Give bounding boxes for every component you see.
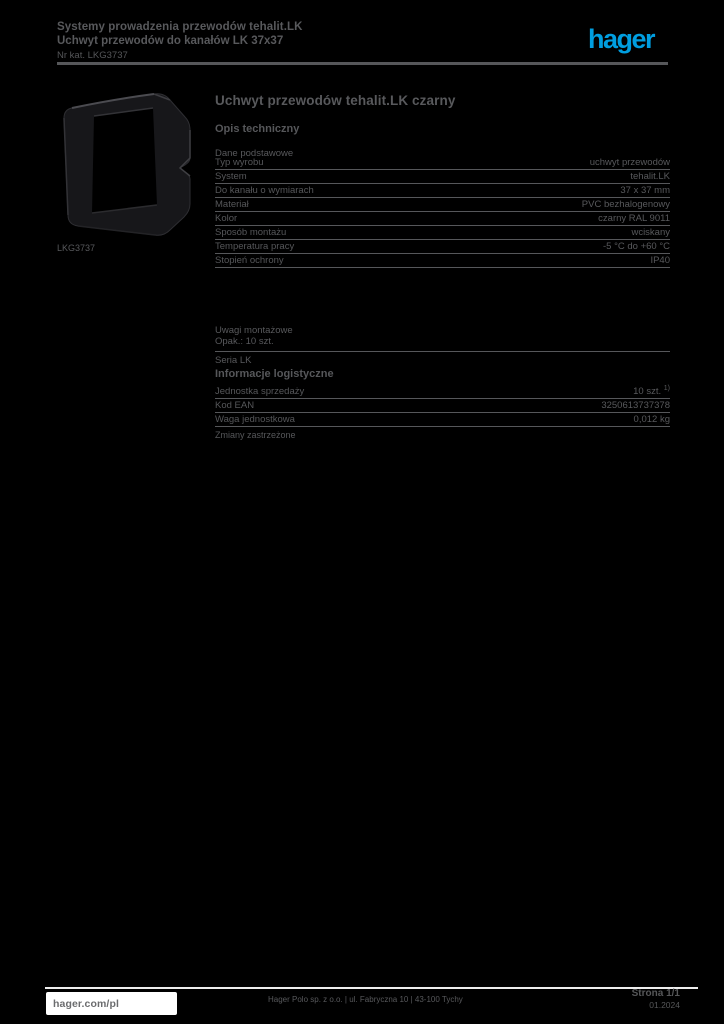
- spec-value: IP40: [650, 255, 670, 266]
- header-category-line2: Uchwyt przewodów do kanałów LK 37x37: [57, 35, 284, 47]
- spec-value: uchwyt przewodów: [589, 157, 670, 168]
- note-line-3: Seria LK: [215, 351, 670, 366]
- spec-value: tehalit.LK: [630, 171, 670, 182]
- logistics-label: Kod EAN: [215, 400, 255, 411]
- logistics-label: Waga jednostkowa: [215, 414, 295, 425]
- spec-row: [215, 226, 670, 240]
- section-heading-logistics: Informacje logistyczne: [215, 368, 334, 380]
- hager-logo[interactable]: hager: [588, 24, 655, 54]
- note-line-2: Opak.: 10 szt.: [215, 336, 274, 347]
- footer-page-number: Strona 1/1: [631, 988, 680, 999]
- footer-date: 01.2024: [649, 1000, 680, 1010]
- spec-label: Materiał: [215, 199, 249, 210]
- spec-row: [215, 184, 670, 198]
- header-category-line1: Systemy prowadzenia przewodów tehalit.LK: [57, 21, 303, 33]
- logistics-table: [215, 385, 670, 440]
- section-heading-technical: Opis techniczny: [215, 123, 300, 135]
- product-image-caption: LKG3737: [57, 243, 96, 253]
- spec-value: -5 °C do +60 °C: [602, 241, 670, 252]
- product-image: [56, 86, 196, 240]
- footnote-marker: 1): [663, 384, 670, 392]
- footer-page-info: [632, 988, 680, 1010]
- spec-label: Do kanału o wymiarach: [215, 185, 314, 196]
- spec-table: [215, 156, 670, 268]
- logistics-value: 10 szt. $^{1)}$: [633, 384, 670, 397]
- header-block: [57, 20, 303, 62]
- spec-label: System: [215, 171, 247, 182]
- logistics-row: [215, 385, 670, 399]
- notes-block: [215, 325, 670, 366]
- technical-intro: Dane podstawowe: [215, 148, 294, 159]
- spec-row: [215, 198, 670, 212]
- logistics-label: Jednostka sprzedaży: [215, 386, 305, 397]
- logistics-row: [215, 413, 670, 427]
- spec-label: Typ wyrobu: [215, 157, 264, 168]
- footer-link[interactable]: hager.com/pl: [53, 997, 119, 1010]
- spec-value: 37 x 37 mm: [620, 185, 670, 196]
- logistics-value: 3250613737378: [601, 400, 670, 411]
- spec-row: [215, 170, 670, 184]
- spec-row: [215, 240, 670, 254]
- spec-label: Temperatura pracy: [215, 241, 295, 252]
- spec-label: Sposób montażu: [215, 227, 287, 238]
- spec-value: PVC bezhalogenowy: [581, 199, 670, 210]
- footer-link-box[interactable]: [46, 992, 177, 1015]
- note-line-1: Uwagi montażowe: [215, 325, 293, 336]
- spec-row: [215, 254, 670, 268]
- spec-row: [215, 156, 670, 170]
- header-reference: Nr kat. LKG3737: [57, 50, 128, 61]
- spec-value: czarny RAL 9011: [598, 213, 670, 224]
- spec-row: [215, 212, 670, 226]
- logistics-value: 0,012 kg: [633, 414, 670, 425]
- spec-label: Kolor: [215, 213, 238, 224]
- header-divider: [57, 62, 668, 65]
- logistics-tail-note: Zmiany zastrzeżone: [215, 430, 296, 440]
- spec-value: wciskany: [631, 227, 670, 238]
- footer-company-text: Hager Polo sp. z o.o. | ul. Fabryczna 10 | 43-100 Tychy: [268, 995, 463, 1004]
- product-title: Uchwyt przewodów tehalit.LK czarny: [215, 93, 456, 108]
- logistics-row: [215, 399, 670, 413]
- footer-divider: [45, 987, 698, 989]
- spec-label: Stopień ochrony: [215, 255, 284, 266]
